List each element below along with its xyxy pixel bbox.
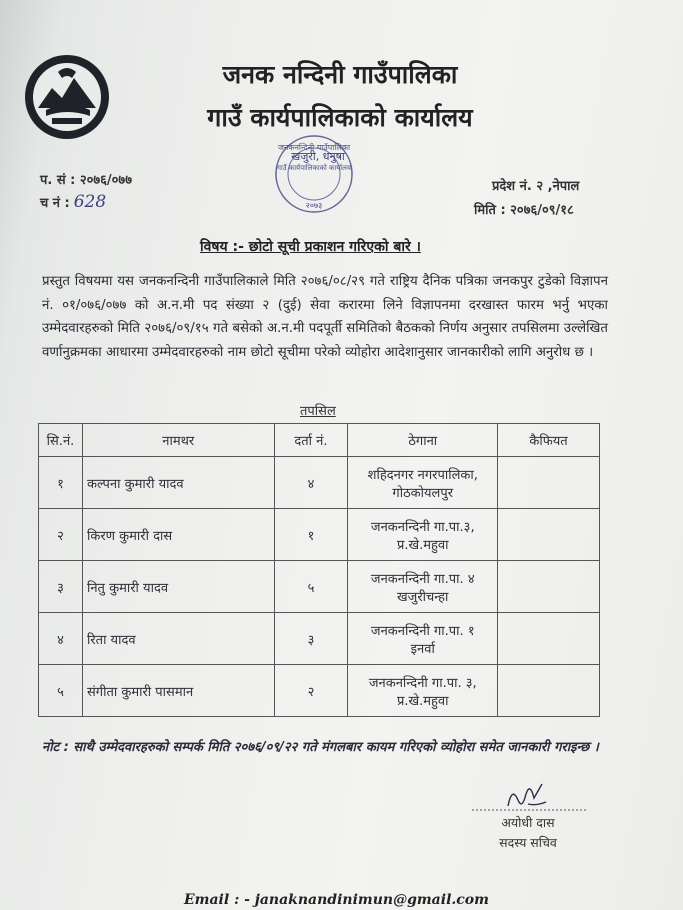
- note-text: नोट : साथै उम्मेदवारहरुको सम्पर्क मिति २०७६/०९/२२ गते मंगलबार कायम गरिएको व्योहोरा समेत जानकारी गराइन्छ ।: [42, 740, 599, 755]
- cell-serial: ३: [39, 561, 83, 613]
- office-stamp: [262, 128, 372, 220]
- cell-serial: ५: [39, 665, 83, 717]
- cell-address: [348, 613, 498, 665]
- header-registration: दर्ता नं.: [274, 424, 348, 457]
- cell-serial: १: [39, 457, 83, 509]
- dispatch-number-label: च नं :: [40, 196, 70, 211]
- header-remarks: कैफियत: [498, 424, 600, 457]
- signatory-name: अयोधी दास: [501, 815, 555, 830]
- address-line-2: इनर्वा: [410, 641, 435, 657]
- cell-registration: १: [274, 509, 348, 561]
- cell-remarks: [498, 457, 600, 509]
- cell-address: [348, 665, 498, 717]
- cell-name: किरण कुमारी दास: [82, 509, 274, 561]
- cell-registration: ४: [274, 457, 348, 509]
- footer-email: Email : - janaknandinimun@gmail.com: [184, 892, 489, 908]
- province-label: प्रदेश नं. २ ,नेपाल: [492, 179, 580, 194]
- header-serial: सि.नं.: [39, 424, 83, 457]
- table-row: [39, 457, 600, 509]
- letter-date: मिति : २०७६/०९/१८: [474, 203, 574, 218]
- cell-serial: २: [39, 509, 83, 561]
- signatory-title: सदस्य सचिव: [499, 835, 557, 850]
- stamp-line-4: २०७३: [305, 201, 323, 210]
- table-row: [39, 561, 600, 613]
- table-caption: तपसिल: [300, 404, 336, 419]
- organization-title: जनक नन्दिनी गाउँपालिका: [222, 60, 458, 89]
- address-line-2: खजुरीचन्हा: [397, 589, 449, 605]
- cell-name: कल्पना कुमारी यादव: [82, 457, 274, 509]
- table-header-row: [39, 424, 600, 457]
- shortlist-table: [38, 423, 600, 717]
- office-title: गाउँ कार्यपालिकाको कार्यालय: [207, 103, 473, 132]
- table-row: [39, 665, 600, 717]
- cell-registration: २: [274, 665, 348, 717]
- address-line-2: गोठकोयलपुर: [392, 485, 454, 501]
- table-row: [39, 613, 600, 665]
- address-line-1: शहिदनगर नगरपालिका,: [367, 467, 478, 483]
- cell-remarks: [498, 665, 600, 717]
- reference-number: प. सं : २०७६/०७७: [40, 173, 132, 188]
- cell-remarks: [498, 509, 600, 561]
- letter-body: प्रस्तुत विषयमा यस जनकनन्दिनी गाउँपालिकाले मिति २०७६/०८/२९ गते राष्ट्रिय दैनिक पत्रिका जनकपुर टुडेको विज्ञापन नं. ०१/०७६/०७७ को अ.न.मी पद संख्या २ (दुई) सेवा करारमा लिने विज्ञापनमा दरखास्त फारम भर्नु भएका उम्मेदवारहरुको मिति २०७६/०९/१५ गते बसेको अ.न.मी पदपूर्ती समितिको बैठकको निर्णय अनुसार तपसिलमा उल्लेखित वर्णानुक्रमका आधारमा उम्मेदवारहरुको नाम छोटो सूचीमा परेको व्योहोरा आदेशानुसार जानकारीको लागि अनुरोध छ ।: [42, 274, 608, 360]
- cell-registration: ५: [274, 561, 348, 613]
- cell-address: [348, 457, 498, 509]
- address-line-1: जनकनन्दिनी गा.पा. ३,: [368, 675, 477, 691]
- cell-registration: ३: [274, 613, 348, 665]
- address-line-2: प्र.खे.महुवा: [396, 537, 449, 553]
- cell-name: संगीता कुमारी पासमान: [82, 665, 274, 717]
- stamp-line-2: गाउँ कार्यपालिकाको कार्यालय: [277, 164, 351, 172]
- cell-address: [348, 509, 498, 561]
- address-line-1: जनकनन्दिनी गा.पा.३,: [370, 519, 475, 535]
- cell-name: नितु कुमारी यादव: [82, 561, 274, 613]
- cell-address: [348, 561, 498, 613]
- dispatch-number-row: [40, 192, 106, 212]
- signature-icon: [470, 776, 588, 816]
- cell-remarks: [498, 613, 600, 665]
- emblem-icon: [22, 52, 112, 142]
- header-name: नामथर: [82, 424, 274, 457]
- stamp-line-1: जनकनन्दिनी गाउँपालिका: [277, 143, 351, 152]
- table-row: [39, 509, 600, 561]
- cell-serial: ४: [39, 613, 83, 665]
- address-line-1: जनकनन्दिनी गा.पा. ४: [370, 571, 475, 587]
- address-line-2: प्र.खे.महुवा: [396, 693, 449, 709]
- cell-name: रिता यादव: [82, 613, 274, 665]
- subject-line: विषय :- छोटो सूची प्रकाशन गरिएको बारे ।: [200, 239, 421, 255]
- address-line-1: जनकनन्दिनी गा.पा. १: [370, 623, 475, 639]
- dispatch-number-handwritten: 628: [73, 192, 107, 212]
- stamp-line-3: खजुरी, धनुषा: [291, 150, 345, 163]
- cell-remarks: [498, 561, 600, 613]
- header-address: ठेगाना: [348, 424, 498, 457]
